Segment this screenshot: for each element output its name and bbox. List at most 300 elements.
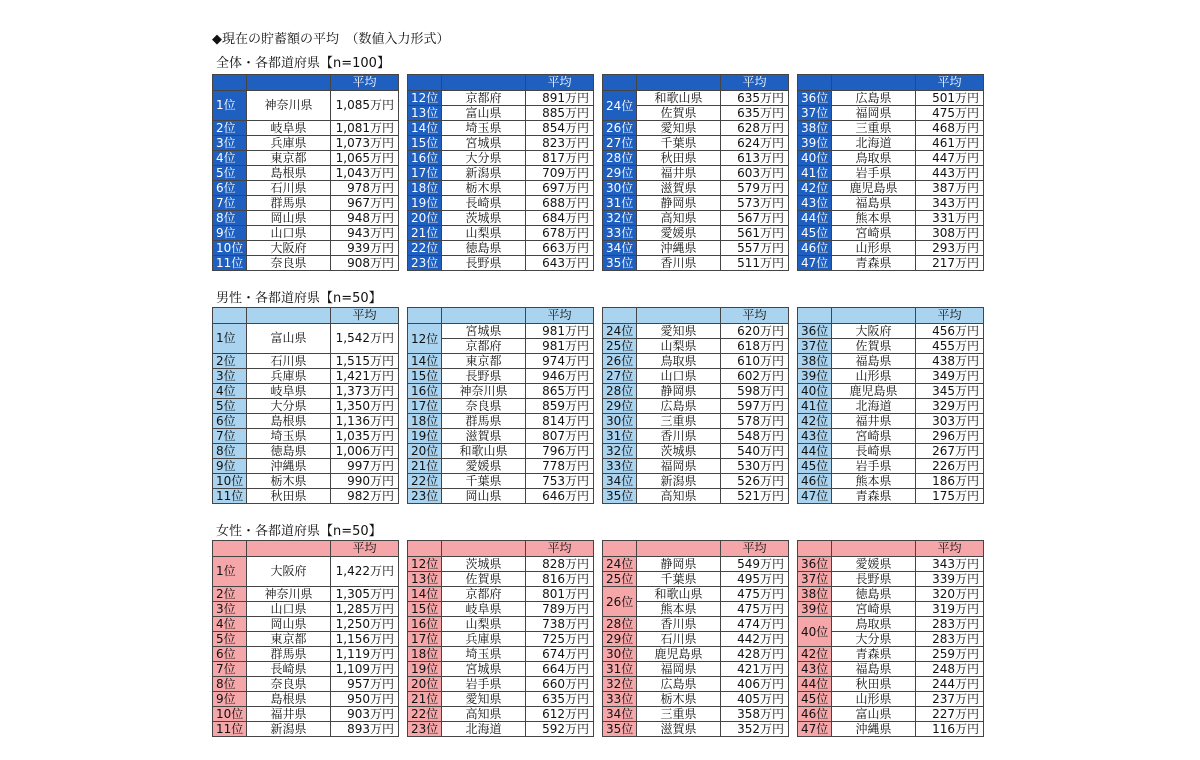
rank-cell: 35位	[603, 489, 637, 504]
header-blank	[832, 75, 916, 91]
average-value-cell: 447万円	[916, 151, 984, 166]
rank-cell: 28位	[603, 151, 637, 166]
table-row	[213, 414, 399, 429]
rank-cell: 10位	[213, 474, 247, 489]
prefecture-cell: 静岡県	[637, 384, 721, 399]
prefecture-cell: 群馬県	[247, 647, 331, 662]
table-header	[603, 75, 789, 91]
rank-cell: 45位	[798, 226, 832, 241]
table-row	[213, 181, 399, 196]
prefecture-cell: 千葉県	[637, 136, 721, 151]
prefecture-cell: 埼玉県	[247, 429, 331, 444]
average-value-cell: 530万円	[721, 459, 789, 474]
average-value-cell: 455万円	[916, 339, 984, 354]
table-row	[213, 647, 399, 662]
table-row	[603, 354, 789, 369]
prefecture-cell: 香川県	[637, 429, 721, 444]
ranking-table-all-4	[797, 74, 984, 271]
header-blank	[603, 308, 637, 324]
average-value-cell: 796万円	[526, 444, 594, 459]
average-value-cell: 697万円	[526, 181, 594, 196]
prefecture-cell: 鹿児島県	[832, 181, 916, 196]
table-row	[408, 587, 594, 602]
average-value-cell: 521万円	[721, 489, 789, 504]
table-row	[603, 474, 789, 489]
table-row	[603, 722, 789, 737]
prefecture-cell: 徳島県	[247, 444, 331, 459]
average-value-cell: 789万円	[526, 602, 594, 617]
rank-cell: 5位	[213, 632, 247, 647]
prefecture-cell: 北海道	[832, 136, 916, 151]
average-value-cell: 578万円	[721, 414, 789, 429]
average-value-cell: 817万円	[526, 151, 594, 166]
table-row	[603, 256, 789, 271]
average-value-cell: 891万円	[526, 91, 594, 106]
ranking-table-female-4	[797, 540, 984, 737]
average-value-cell: 620万円	[721, 324, 789, 339]
rank-cell: 23位	[408, 489, 442, 504]
prefecture-cell: 青森県	[832, 256, 916, 271]
average-value-cell: 957万円	[331, 677, 399, 692]
rank-cell: 22位	[408, 707, 442, 722]
header-average: 平均	[916, 308, 984, 324]
average-value-cell: 1,035万円	[331, 429, 399, 444]
average-value-cell: 343万円	[916, 557, 984, 572]
prefecture-cell: 和歌山県	[442, 444, 526, 459]
average-value-cell: 319万円	[916, 602, 984, 617]
table-row	[213, 662, 399, 677]
average-value-cell: 175万円	[916, 489, 984, 504]
average-value-cell: 823万円	[526, 136, 594, 151]
average-value-cell: 664万円	[526, 662, 594, 677]
average-value-cell: 443万円	[916, 166, 984, 181]
average-value-cell: 557万円	[721, 241, 789, 256]
average-value-cell: 1,422万円	[331, 557, 399, 587]
table-row	[603, 444, 789, 459]
average-value-cell: 259万円	[916, 647, 984, 662]
prefecture-cell: 奈良県	[247, 677, 331, 692]
average-value-cell: 816万円	[526, 572, 594, 587]
rank-cell: 39位	[798, 369, 832, 384]
rank-cell: 6位	[213, 414, 247, 429]
rank-cell: 9位	[213, 226, 247, 241]
table-row	[408, 151, 594, 166]
prefecture-cell: 広島県	[637, 399, 721, 414]
prefecture-cell: 群馬県	[247, 196, 331, 211]
average-value-cell: 981万円	[526, 339, 594, 354]
prefecture-cell: 熊本県	[832, 474, 916, 489]
table-row	[798, 677, 984, 692]
average-value-cell: 461万円	[916, 136, 984, 151]
table-row	[798, 256, 984, 271]
header-average: 平均	[721, 75, 789, 91]
average-value-cell: 807万円	[526, 429, 594, 444]
header-blank	[442, 541, 526, 557]
average-value-cell: 725万円	[526, 632, 594, 647]
ranking-table-male-4	[797, 307, 984, 504]
table-row	[798, 399, 984, 414]
average-value-cell: 628万円	[721, 121, 789, 136]
prefecture-cell: 岡山県	[247, 617, 331, 632]
rank-cell: 12位	[408, 91, 442, 106]
prefecture-cell: 愛知県	[637, 324, 721, 339]
table-row	[213, 474, 399, 489]
rank-cell: 45位	[798, 459, 832, 474]
prefecture-cell: 滋賀県	[637, 722, 721, 737]
prefecture-cell: 静岡県	[637, 196, 721, 211]
table-row	[798, 121, 984, 136]
prefecture-cell: 青森県	[832, 489, 916, 504]
prefecture-cell: 新潟県	[637, 474, 721, 489]
average-value-cell: 320万円	[916, 587, 984, 602]
prefecture-cell: 福井県	[637, 166, 721, 181]
rank-cell: 35位	[603, 722, 637, 737]
prefecture-cell: 佐賀県	[637, 106, 721, 121]
rank-cell: 45位	[798, 692, 832, 707]
section-title-male: 男性・各都道府県【n=50】	[216, 291, 382, 306]
table-row	[408, 632, 594, 647]
rank-cell: 34位	[603, 474, 637, 489]
rank-cell: 13位	[408, 106, 442, 121]
table-row	[603, 587, 789, 602]
average-value-cell: 1,081万円	[331, 121, 399, 136]
rank-cell: 32位	[603, 211, 637, 226]
average-value-cell: 548万円	[721, 429, 789, 444]
table-row	[603, 121, 789, 136]
average-value-cell: 1,350万円	[331, 399, 399, 414]
average-value-cell: 974万円	[526, 354, 594, 369]
table-row	[213, 587, 399, 602]
prefecture-cell: 長野県	[442, 369, 526, 384]
table-header	[408, 541, 594, 557]
rank-cell: 41位	[798, 166, 832, 181]
prefecture-cell: 京都府	[442, 91, 526, 106]
prefecture-cell: 石川県	[637, 632, 721, 647]
average-value-cell: 982万円	[331, 489, 399, 504]
rank-cell: 14位	[408, 587, 442, 602]
ranking-table-female-2	[407, 540, 594, 737]
prefecture-cell: 福岡県	[637, 459, 721, 474]
table-row	[603, 662, 789, 677]
rank-cell: 30位	[603, 181, 637, 196]
rank-cell: 18位	[408, 181, 442, 196]
prefecture-cell: 沖縄県	[832, 722, 916, 737]
table-row	[408, 722, 594, 737]
table-header	[603, 308, 789, 324]
rank-cell: 34位	[603, 241, 637, 256]
prefecture-cell: 福島県	[832, 354, 916, 369]
rank-cell: 38位	[798, 587, 832, 602]
rank-cell: 25位	[603, 572, 637, 587]
average-value-cell: 561万円	[721, 226, 789, 241]
prefecture-cell: 熊本県	[637, 602, 721, 617]
average-value-cell: 885万円	[526, 106, 594, 121]
average-value-cell: 475万円	[721, 602, 789, 617]
table-row	[798, 489, 984, 504]
prefecture-cell: 秋田県	[832, 677, 916, 692]
table-row	[408, 489, 594, 504]
header-average: 平均	[331, 75, 399, 91]
average-value-cell: 801万円	[526, 587, 594, 602]
rank-cell: 22位	[408, 241, 442, 256]
prefecture-cell: 秋田県	[637, 151, 721, 166]
average-value-cell: 227万円	[916, 707, 984, 722]
table-row	[408, 354, 594, 369]
header-blank	[408, 308, 442, 324]
average-value-cell: 946万円	[526, 369, 594, 384]
average-value-cell: 612万円	[526, 707, 594, 722]
table-row	[408, 707, 594, 722]
table-row	[798, 384, 984, 399]
average-value-cell: 865万円	[526, 384, 594, 399]
average-value-cell: 663万円	[526, 241, 594, 256]
table-row	[213, 399, 399, 414]
average-value-cell: 283万円	[916, 632, 984, 647]
header-blank	[247, 541, 331, 557]
prefecture-cell: 滋賀県	[442, 429, 526, 444]
table-row	[408, 557, 594, 572]
prefecture-cell: 山形県	[832, 692, 916, 707]
prefecture-cell: 沖縄県	[247, 459, 331, 474]
prefecture-cell: 香川県	[637, 617, 721, 632]
prefecture-cell: 大阪府	[247, 557, 331, 587]
table-row	[798, 369, 984, 384]
table-row	[798, 707, 984, 722]
average-value-cell: 308万円	[916, 226, 984, 241]
average-value-cell: 1,285万円	[331, 602, 399, 617]
prefecture-cell: 北海道	[832, 399, 916, 414]
rank-cell: 12位	[408, 324, 442, 354]
header-average: 平均	[331, 541, 399, 557]
prefecture-cell: 宮崎県	[832, 429, 916, 444]
section-title-female: 女性・各都道府県【n=50】	[216, 524, 382, 539]
average-value-cell: 474万円	[721, 617, 789, 632]
rank-cell: 17位	[408, 166, 442, 181]
prefecture-cell: 岩手県	[832, 166, 916, 181]
prefecture-cell: 滋賀県	[637, 181, 721, 196]
table-row	[798, 181, 984, 196]
table-row	[408, 196, 594, 211]
average-value-cell: 116万円	[916, 722, 984, 737]
prefecture-cell: 青森県	[832, 647, 916, 662]
prefecture-cell: 山梨県	[637, 339, 721, 354]
table-row	[603, 324, 789, 339]
table-row	[798, 722, 984, 737]
table-row	[603, 136, 789, 151]
average-value-cell: 573万円	[721, 196, 789, 211]
table-row	[798, 602, 984, 617]
average-value-cell: 643万円	[526, 256, 594, 271]
ranking-table-male-2	[407, 307, 594, 504]
table-row	[603, 181, 789, 196]
table-row	[603, 429, 789, 444]
average-value-cell: 1,136万円	[331, 414, 399, 429]
header-blank	[832, 308, 916, 324]
ranking-table-male-3	[602, 307, 789, 504]
rank-cell: 33位	[603, 226, 637, 241]
prefecture-cell: 佐賀県	[832, 339, 916, 354]
rank-cell: 41位	[798, 399, 832, 414]
prefecture-cell: 福島県	[832, 196, 916, 211]
rank-cell: 31位	[603, 662, 637, 677]
prefecture-cell: 岩手県	[832, 459, 916, 474]
rank-cell: 14位	[408, 121, 442, 136]
rank-cell: 20位	[408, 211, 442, 226]
header-average: 平均	[916, 541, 984, 557]
header-blank	[637, 541, 721, 557]
average-value-cell: 495万円	[721, 572, 789, 587]
table-row	[798, 617, 984, 632]
average-value-cell: 854万円	[526, 121, 594, 136]
average-value-cell: 352万円	[721, 722, 789, 737]
table-row	[408, 662, 594, 677]
prefecture-cell: 山口県	[247, 226, 331, 241]
average-value-cell: 678万円	[526, 226, 594, 241]
header-blank	[442, 308, 526, 324]
average-value-cell: 283万円	[916, 617, 984, 632]
table-row	[798, 647, 984, 662]
average-value-cell: 967万円	[331, 196, 399, 211]
prefecture-cell: 栃木県	[442, 181, 526, 196]
prefecture-cell: 茨城県	[637, 444, 721, 459]
prefecture-cell: 三重県	[637, 707, 721, 722]
rank-cell: 7位	[213, 196, 247, 211]
table-row	[408, 211, 594, 226]
rank-cell: 8位	[213, 211, 247, 226]
average-value-cell: 908万円	[331, 256, 399, 271]
prefecture-cell: 鳥取県	[832, 617, 916, 632]
rank-cell: 40位	[798, 617, 832, 647]
prefecture-cell: 富山県	[442, 106, 526, 121]
table-row	[213, 722, 399, 737]
average-value-cell: 738万円	[526, 617, 594, 632]
table-row	[603, 369, 789, 384]
average-value-cell: 660万円	[526, 677, 594, 692]
average-value-cell: 674万円	[526, 647, 594, 662]
rank-cell: 38位	[798, 121, 832, 136]
header-blank	[798, 308, 832, 324]
table-row	[603, 707, 789, 722]
average-value-cell: 237万円	[916, 692, 984, 707]
table-header	[213, 308, 399, 324]
rank-cell: 10位	[213, 707, 247, 722]
table-row	[408, 414, 594, 429]
prefecture-cell: 石川県	[247, 181, 331, 196]
ranking-table-all-2	[407, 74, 594, 271]
prefecture-cell: 福岡県	[832, 106, 916, 121]
prefecture-cell: 長野県	[832, 572, 916, 587]
table-row	[798, 339, 984, 354]
average-value-cell: 684万円	[526, 211, 594, 226]
table-row	[213, 444, 399, 459]
rank-cell: 32位	[603, 677, 637, 692]
rank-cell: 21位	[408, 226, 442, 241]
average-value-cell: 387万円	[916, 181, 984, 196]
average-value-cell: 217万円	[916, 256, 984, 271]
table-row	[603, 241, 789, 256]
table-row	[213, 707, 399, 722]
prefecture-cell: 神奈川県	[247, 91, 331, 121]
header-blank	[442, 75, 526, 91]
prefecture-cell: 鹿児島県	[832, 384, 916, 399]
rank-cell: 31位	[603, 196, 637, 211]
average-value-cell: 329万円	[916, 399, 984, 414]
prefecture-cell: 岩手県	[442, 677, 526, 692]
prefecture-cell: 島根県	[247, 414, 331, 429]
average-value-cell: 343万円	[916, 196, 984, 211]
table-row	[408, 602, 594, 617]
average-value-cell: 950万円	[331, 692, 399, 707]
table-row	[408, 429, 594, 444]
average-value-cell: 442万円	[721, 632, 789, 647]
header-blank	[637, 75, 721, 91]
header-average: 平均	[721, 541, 789, 557]
average-value-cell: 903万円	[331, 707, 399, 722]
prefecture-cell: 宮城県	[442, 662, 526, 677]
table-row	[408, 384, 594, 399]
average-value-cell: 331万円	[916, 211, 984, 226]
average-value-cell: 567万円	[721, 211, 789, 226]
table-row	[798, 692, 984, 707]
prefecture-cell: 栃木県	[637, 692, 721, 707]
prefecture-cell: 京都府	[442, 339, 526, 354]
prefecture-cell: 熊本県	[832, 211, 916, 226]
prefecture-cell: 山梨県	[442, 617, 526, 632]
rank-cell: 11位	[213, 256, 247, 271]
average-value-cell: 859万円	[526, 399, 594, 414]
table-row	[408, 692, 594, 707]
rank-cell: 21位	[408, 692, 442, 707]
prefecture-cell: 新潟県	[247, 722, 331, 737]
prefecture-cell: 愛媛県	[832, 557, 916, 572]
average-value-cell: 421万円	[721, 662, 789, 677]
prefecture-cell: 高知県	[637, 489, 721, 504]
prefecture-cell: 愛媛県	[442, 459, 526, 474]
rank-cell: 11位	[213, 489, 247, 504]
rank-cell: 4位	[213, 151, 247, 166]
table-row	[603, 557, 789, 572]
rank-cell: 40位	[798, 384, 832, 399]
table-header	[798, 541, 984, 557]
average-value-cell: 893万円	[331, 722, 399, 737]
prefecture-cell: 大分県	[247, 399, 331, 414]
prefecture-cell: 大阪府	[247, 241, 331, 256]
rank-cell: 19位	[408, 662, 442, 677]
prefecture-cell: 静岡県	[637, 557, 721, 572]
prefecture-cell: 島根県	[247, 692, 331, 707]
average-value-cell: 456万円	[916, 324, 984, 339]
prefecture-cell: 香川県	[637, 256, 721, 271]
prefecture-cell: 大分県	[832, 632, 916, 647]
table-row	[798, 459, 984, 474]
average-value-cell: 267万円	[916, 444, 984, 459]
rank-cell: 27位	[603, 136, 637, 151]
average-value-cell: 1,119万円	[331, 647, 399, 662]
average-value-cell: 1,156万円	[331, 632, 399, 647]
prefecture-cell: 東京都	[442, 354, 526, 369]
rank-cell: 24位	[603, 557, 637, 572]
table-header	[603, 541, 789, 557]
prefecture-cell: 岡山県	[442, 489, 526, 504]
table-header	[213, 75, 399, 91]
rank-cell: 17位	[408, 399, 442, 414]
table-row	[798, 91, 984, 106]
average-value-cell: 597万円	[721, 399, 789, 414]
rank-cell: 15位	[408, 369, 442, 384]
average-value-cell: 339万円	[916, 572, 984, 587]
table-row	[213, 121, 399, 136]
prefecture-cell: 奈良県	[247, 256, 331, 271]
